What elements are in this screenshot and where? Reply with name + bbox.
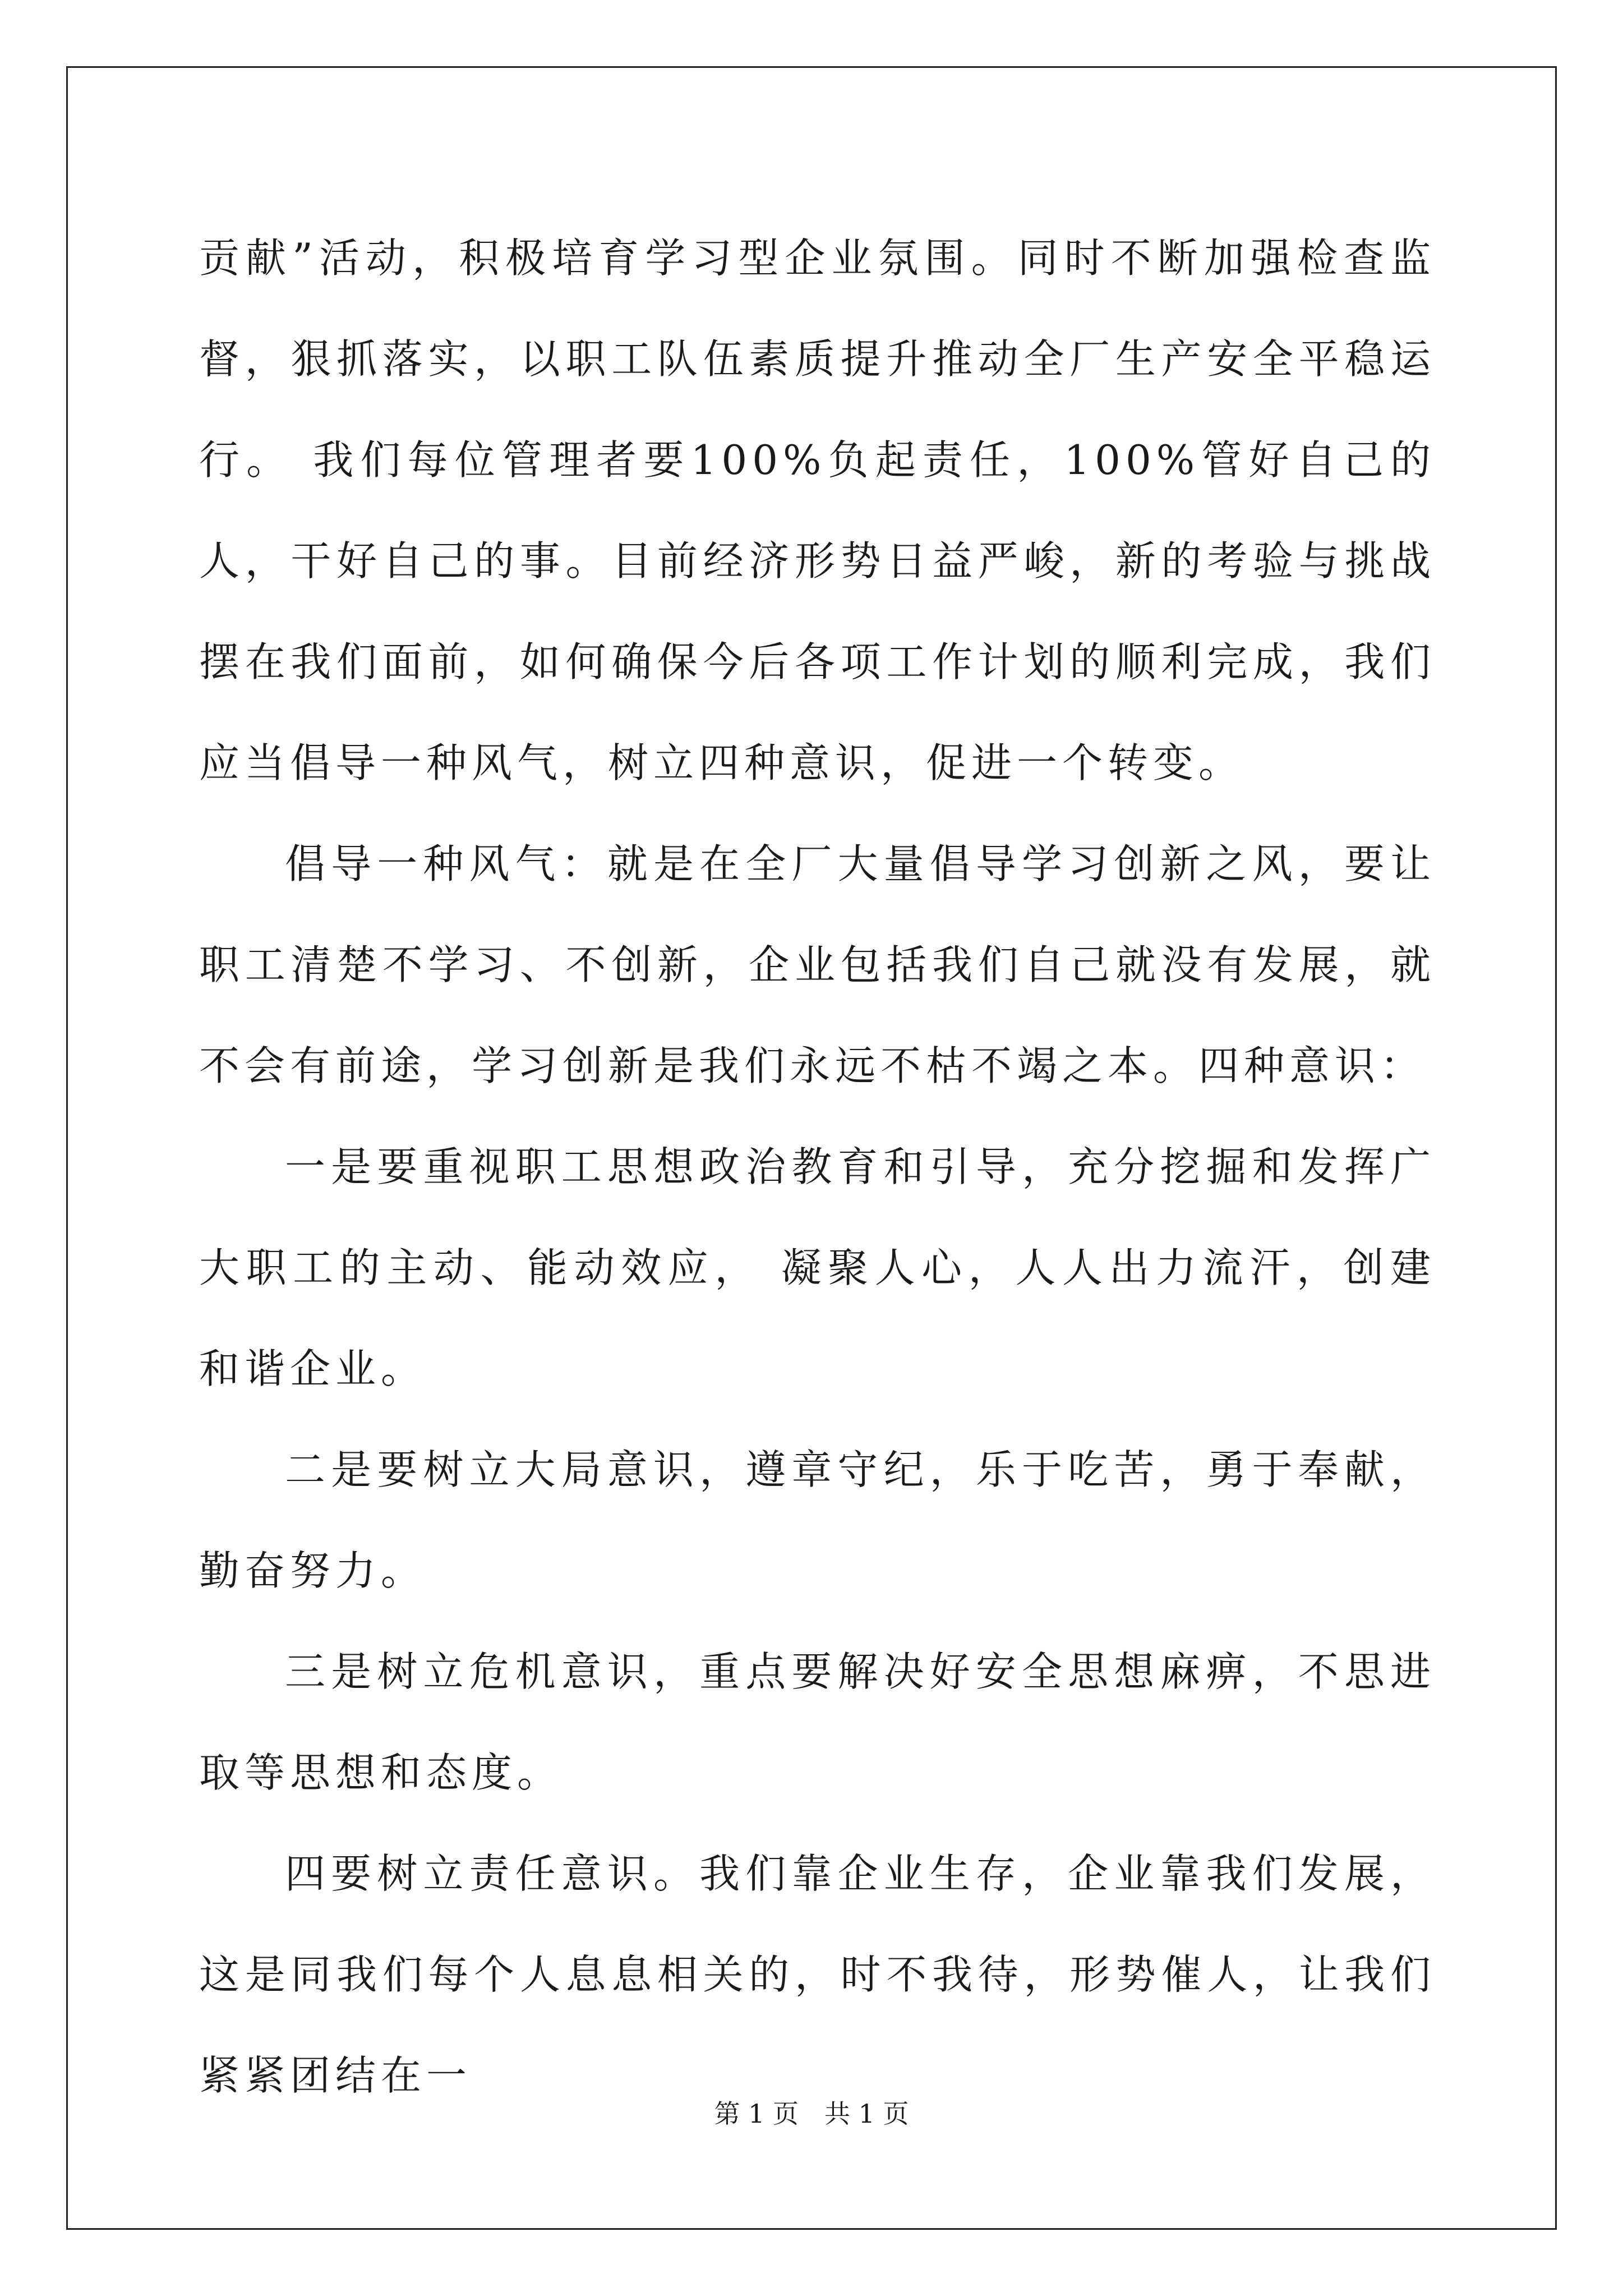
document-body: [199, 208, 1436, 2126]
paragraph-1: 贡献”活动，积极培育学习型企业氛围。同时不断加强检查监督，狠抓落实，以职工队伍素质提升推动全厂生产安全平稳运行。 我们每位管理者要100%负起责任，100%管好自己的人，干好自己的事。目前经济形势日益严峻，新的考验与挑战摆在我们面前，如何确保今后各项工作计划的顺利完成，我们应当倡导一种风气，树立四种意识，促进一个转变。: [199, 234, 1436, 786]
paragraph-6: 四要树立责任意识。我们靠企业生存，企业靠我们发展，这是同我们每个人息息相关的，时不我待，形势催人，让我们紧紧团结在一: [199, 1850, 1436, 2099]
page-number-footer: 第 1 页 共 1 页: [714, 2099, 909, 2129]
paragraph-4: 二是要树立大局意识，遵章守纪，乐于吃苦，勇于奉献，勤奋努力。: [199, 1446, 1436, 1594]
paragraph-2: 倡导一种风气：就是在全厂大量倡导学习创新之风，要让职工清楚不学习、不创新，企业包括我们自己就没有发展，就不会有前途，学习创新是我们永远不枯不竭之本。四种意识：: [199, 840, 1436, 1089]
paragraph-5: 三是树立危机意识，重点要解决好安全思想麻痹，不思进取等思想和态度。: [199, 1648, 1436, 1796]
paragraph-3: 一是要重视职工思想政治教育和引导，充分挖掘和发挥广大职工的主动、能动效应， 凝聚人心，人人出力流汗，创建和谐企业。: [199, 1143, 1436, 1392]
